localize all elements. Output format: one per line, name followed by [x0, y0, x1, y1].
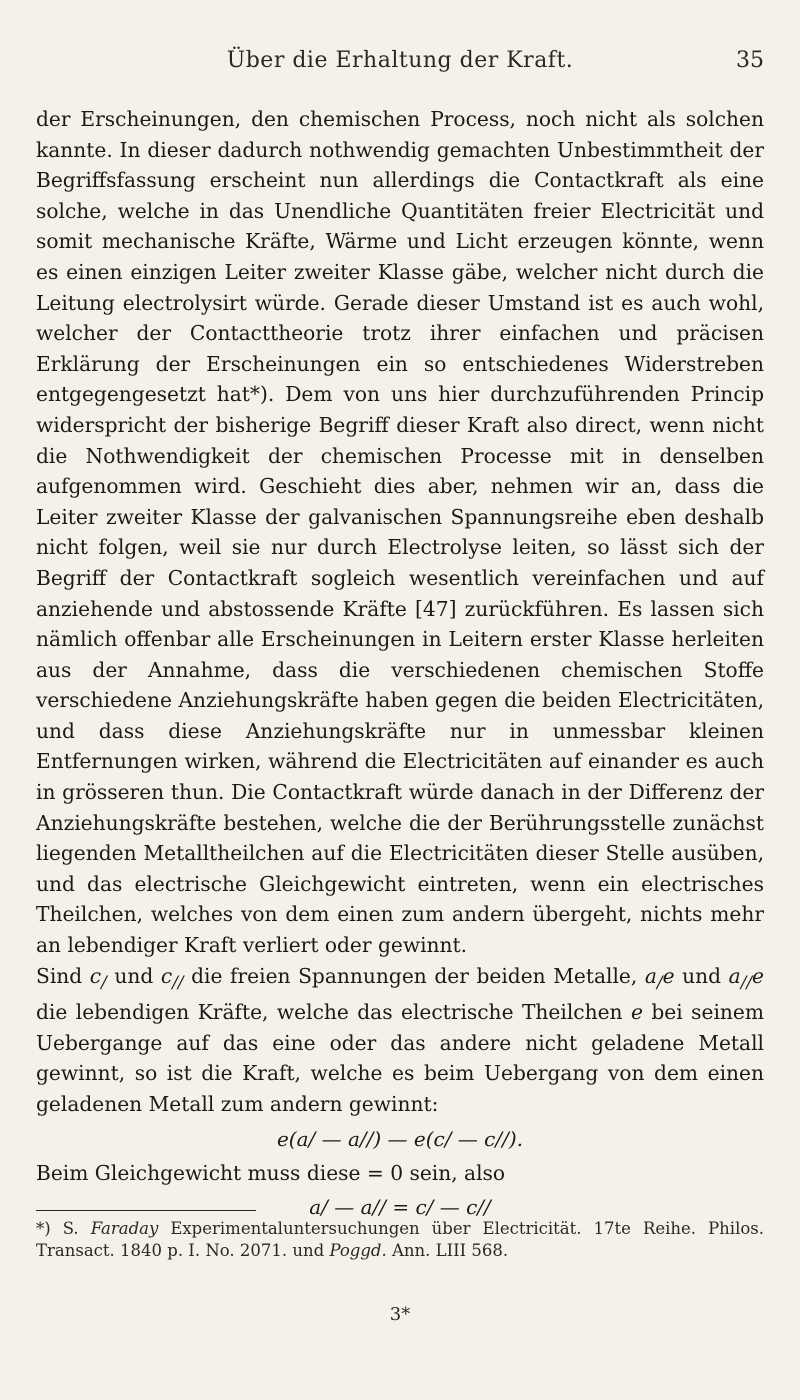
- variable: e: [630, 1000, 643, 1025]
- footnote-text: Ann. LIII 568.: [386, 1241, 509, 1260]
- formula-equilibrium: a/ — a// = c/ — c//: [309, 1195, 491, 1220]
- paragraph-1: der Erscheinungen, den chemischen Process, noch nicht als solchen kannte. In dieser dadurch nothwendig gemachten Unbestimmtheit der Begriffsfassung erscheint nun allerdings die Contactkraft als eine solche, welche in das Unendliche Quantitäten freier Electricität und somit mechanische Kräfte, Wärme und Licht erzeugen könnte, wenn es einen einzigen Leiter zweiter Klasse gäbe, welcher nicht durch die Leitung electrolysirt würde. Gerade dieser Umstand ist es auch wohl, welcher der Contacttheorie trotz ihrer einfachen und präcisen Erklärung der Erscheinungen ein so entschiedenes Widerstreben entgegengesetzt hat*). Dem von uns hier durchzuführenden Princip widerspricht der bisherige Begriff dieser Kraft also direct, wenn nicht die Nothwendigkeit der chemischen Processe mit in denselben aufgenommen wird. Geschieht dies aber, nehmen wir an, dass die Leiter zweiter Klasse der galvanischen Spannungsreihe eben deshalb nicht folgen, weil sie nur durch Electrolyse leiten, so lässt sich der Begriff der Contactkraft sogleich wesentlich vereinfachen und auf anziehende und abstossende Kräfte [47] zurückführen. Es lassen sich nämlich offenbar alle Erscheinungen in Leitern erster Klasse herleiten aus der Annahme, dass die verschiedenen chemischen Stoffe verschiedene Anziehungskräfte haben gegen die beiden Electricitäten, und dass diese Anziehungskräfte nur in unmessbar kleinen Entfernungen wirken, während die Electricitäten auf einander es auch in grösseren thun. Die Contactkraft würde danach in der Differenz der Anziehungskräfte bestehen, welche die der Berührungsstelle zunächst liegenden Metalltheilchen auf die Electricitäten dieser Stelle ausüben, und das electrische Gleichgewicht eintreten, wenn ein electrisches Theilchen, welches von dem einen zum andern übergeht, nichts mehr an lebendiger Kraft verliert oder gewinnt.: [36, 107, 764, 958]
- body-text: [36, 104, 764, 1226]
- text-span: und: [674, 963, 729, 988]
- footnote-text: Experimentaluntersuchungen über Electricität. 17te Reihe. Philos. Transact. 1840 p. I. No. 2071. und: [36, 1219, 764, 1260]
- footnote-marker: *) S.: [36, 1219, 91, 1238]
- text-span: und: [106, 963, 161, 988]
- variable: $c_/$: [89, 963, 107, 992]
- paragraph-2: [36, 961, 764, 1120]
- variable: $c_{//}$: [160, 963, 184, 992]
- page-number: 35: [736, 48, 764, 73]
- text-span: Sind: [36, 963, 90, 988]
- footnote-rule: [36, 1210, 256, 1211]
- variable: $a_{//}e$: [728, 963, 764, 992]
- text-span: die freien Spannungen der beiden Metalle,: [183, 963, 645, 988]
- footnote-journal: Poggd.: [329, 1241, 387, 1260]
- running-head: [36, 48, 764, 82]
- running-title: Über die Erhaltung der Kraft.: [226, 48, 574, 73]
- text-span: bei seinem Uebergange auf das eine oder das andere nicht geladene Metall gewinnt, so ist die Kraft, welche es beim Uebergang von dem einen geladenen Metall zum andern gewinnt:: [36, 1000, 764, 1117]
- text-span: die lebendigen Kräfte, welche das electrische Theilchen: [36, 1000, 631, 1025]
- paragraph-3: Beim Gleichgewicht muss diese = 0 sein, also: [36, 1160, 506, 1185]
- formula-energy: e(a/ — a//) — e(c/ — c//).: [276, 1126, 524, 1151]
- variable: $a_/e$: [644, 963, 675, 992]
- footnote-author: Faraday: [90, 1219, 159, 1238]
- footnote: [36, 1218, 764, 1262]
- signature-mark: 3*: [389, 1304, 411, 1325]
